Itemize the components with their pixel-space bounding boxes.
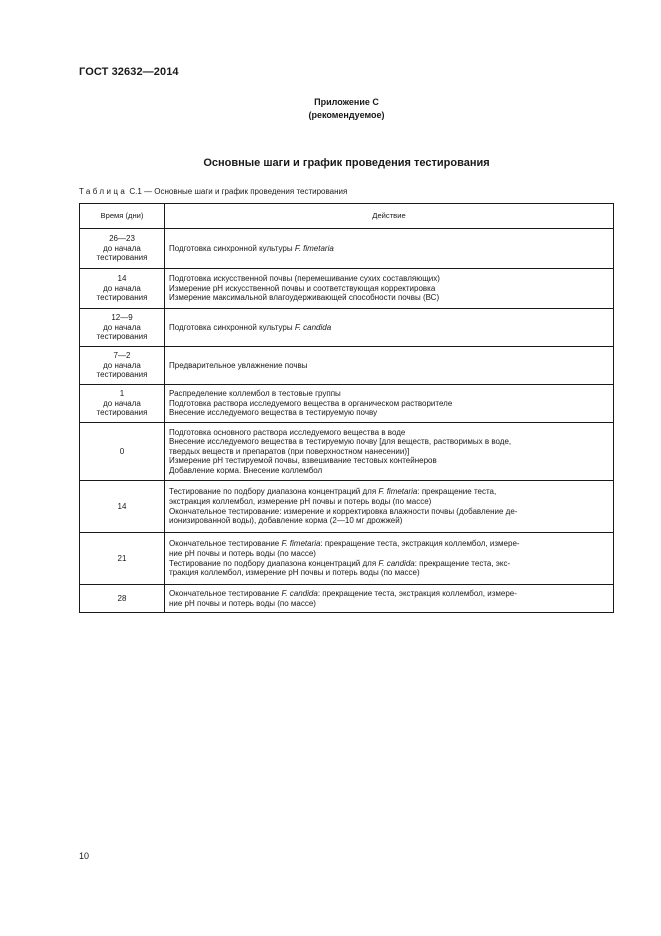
species-name: F. fimetaria [294,243,334,253]
time-cell-line: 28 [117,593,127,603]
action-line [169,284,609,294]
table-caption-text: С.1 — Основные шаги и график проведения тестирования [127,187,348,196]
action-text: Предварительное увлажнение почвы [169,360,308,370]
time-cell [80,385,165,423]
time-cell [80,423,165,481]
section-title [0,157,661,169]
table-row [80,423,614,481]
time-cell-line: 14 [117,501,127,511]
action-text: твердых веществ и препаратов (при поверхностном нанесении)] [169,446,410,456]
action-text-tail: : прекращение теста, экстракция коллембол, измере- [317,588,517,598]
table-row [80,229,614,269]
time-cell-line: 0 [119,446,125,456]
table-row [80,585,614,613]
table-row [80,309,614,347]
action-line [169,361,609,371]
table-row [80,533,614,585]
action-line [169,539,609,549]
action-cell [165,423,614,481]
action-line [169,447,609,457]
action-line [169,589,609,599]
action-line [169,559,609,569]
action-line [169,323,609,333]
action-cell [165,269,614,309]
action-line [169,399,609,409]
appendix-subtitle: (рекомендуемое) [308,110,385,120]
species-name: F. candida [281,588,318,598]
species-name: F. candida [294,322,332,332]
action-text: экстракция коллембол, измерение pH почвы и потерь воды (по массе) [169,496,432,506]
action-line [169,516,609,526]
action-text: Окончательное тестирование [169,588,282,598]
action-line [169,428,609,438]
table-row [80,269,614,309]
time-cell-line: до начала [103,283,141,293]
column-header-time: Время (дни) [80,204,165,229]
time-cell [80,229,165,269]
time-cell-line: до начала [103,243,141,253]
time-cell-line: до начала [103,322,141,332]
action-text-tail: : прекращение теста, экстракция коллембол, измере- [320,539,520,549]
time-cell-line: тестирования [96,332,148,342]
action-cell [165,481,614,533]
table-header-row [80,204,614,229]
action-text: тракция коллембол, измерение pH почвы и потерь воды (по массе) [169,568,420,578]
time-cell-line: 1 [119,389,125,399]
time-cell-line: 7—2 [113,351,131,361]
table-row [80,481,614,533]
time-cell [80,585,165,613]
time-cell-line: тестирования [96,370,148,380]
species-name: F. candida [378,558,415,568]
action-text-tail: : прекращение теста, экс- [414,558,511,568]
time-cell [80,309,165,347]
time-cell [80,347,165,385]
species-name: F. fimetaria [281,539,321,549]
action-text: Окончательное тестирование: измерение и корректировка влажности почвы (добавление де- [169,506,518,516]
action-line [169,507,609,517]
action-cell [165,585,614,613]
action-line [169,456,609,466]
time-cell-line: до начала [103,398,141,408]
action-text: Измерение pH искусственной почвы и соответствующая корректировка [169,283,436,293]
column-header-action: Действие [165,204,614,229]
action-text: Внесение исследуемого вещества в тестируемую почву [169,408,378,418]
action-text: Окончательное тестирование [169,539,282,549]
action-cell [165,229,614,269]
action-text: Подготовка основного раствора исследуемого вещества в воде [169,427,406,437]
section-title-text: Основные шаги и график проведения тестирования [203,157,490,169]
action-text: Подготовка синхронной культуры [169,243,295,253]
time-cell-line: тестирования [96,293,148,303]
action-text: Распределение коллембол в тестовые группы [169,389,341,399]
action-text: Внесение исследуемого вещества в тестируемую почву [для веществ, растворимых в воде, [169,437,512,447]
action-line [169,497,609,507]
time-cell-line: 26—23 [109,234,135,244]
action-line [169,599,609,609]
time-cell-line: 12—9 [111,313,133,323]
time-cell-line: тестирования [96,253,148,263]
time-cell [80,481,165,533]
action-text: Тестирование по подбору диапазона концентраций для [169,487,379,497]
time-cell [80,269,165,309]
action-line [169,293,609,303]
action-line [169,274,609,284]
action-line [169,244,609,254]
table-caption [79,187,347,196]
action-text: Подготовка раствора исследуемого вещества в органическом растворителе [169,398,453,408]
action-text: Подготовка синхронной культуры [169,322,295,332]
action-text: Добавление корма. Внесение коллембол [169,465,323,475]
species-name: F. fimetaria [378,487,418,497]
action-line [169,487,609,497]
action-cell [165,385,614,423]
appendix-title: Приложение С [314,97,379,107]
action-cell [165,347,614,385]
action-text: ние pH почвы и потерь воды (по массе) [169,598,316,608]
action-line [169,408,609,418]
page-number: 10 [79,851,90,861]
action-cell [165,309,614,347]
table-row [80,347,614,385]
table-body [80,229,614,613]
action-line [169,568,609,578]
time-cell [80,533,165,585]
appendix-heading [0,96,661,122]
testing-steps-table [79,203,614,613]
time-cell-line: тестирования [96,408,148,418]
action-cell [165,533,614,585]
action-line [169,389,609,399]
time-cell-line: 21 [117,553,127,563]
action-text: Измерение максимальной влагоудерживающей способности почвы (ВС) [169,293,440,303]
action-text: Подготовка искусственной почвы (перемешивание сухих составляющих) [169,274,440,284]
action-text: Измерение pH тестируемой почвы, взвешивание тестовых контейнеров [169,456,437,466]
action-text-tail: : прекращение теста, [417,487,497,497]
action-text: ние pH почвы и потерь воды (по массе) [169,548,316,558]
action-line [169,549,609,559]
time-cell-line: до начала [103,360,141,370]
table-row [80,385,614,423]
action-text: Тестирование по подбору диапазона концентраций для [169,558,379,568]
document-code: ГОСТ 32632—2014 [79,66,179,78]
time-cell-line: 14 [117,274,127,284]
action-line [169,466,609,476]
table-caption-label: Таблица [79,187,128,196]
action-text: ионизированной воды), добавление корма (2—10 мг дрожжей) [169,516,403,526]
action-line [169,437,609,447]
